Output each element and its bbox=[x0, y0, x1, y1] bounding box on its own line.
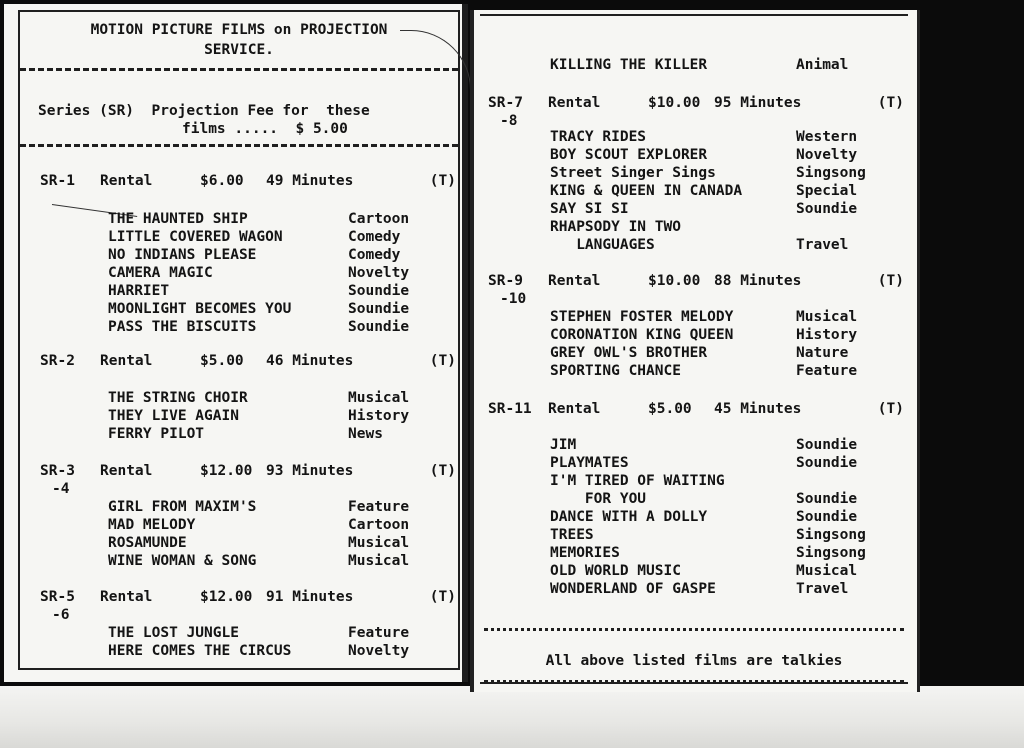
film-title: MAD MELODY bbox=[108, 517, 196, 533]
film-genre: Western bbox=[796, 129, 858, 145]
film-row bbox=[550, 436, 866, 454]
film-row bbox=[550, 146, 866, 164]
dotted-rule bbox=[484, 680, 904, 683]
talkie-tag: (T) bbox=[429, 173, 456, 189]
film-genre: Musical bbox=[348, 553, 410, 569]
film-genre: Feature bbox=[348, 499, 410, 515]
film-row bbox=[108, 624, 409, 642]
talkie-tag: (T) bbox=[877, 273, 904, 289]
film-list bbox=[108, 498, 409, 570]
film-row bbox=[550, 182, 866, 200]
film-list bbox=[550, 308, 857, 380]
rental-price: $6.00 bbox=[200, 173, 244, 189]
film-row bbox=[108, 318, 409, 336]
rental-price: $12.00 bbox=[200, 589, 253, 605]
series-code bbox=[40, 172, 100, 190]
film-list bbox=[108, 389, 409, 443]
film-row bbox=[108, 516, 409, 534]
film-genre: Novelty bbox=[796, 147, 858, 163]
series-code-line: SR-7 bbox=[488, 95, 523, 111]
title-line-1: MOTION PICTURE FILMS on PROJECTION bbox=[90, 22, 388, 38]
film-genre: Soundie bbox=[796, 437, 858, 453]
film-row bbox=[108, 425, 409, 443]
film-genre: Soundie bbox=[348, 319, 410, 335]
film-genre: Musical bbox=[796, 309, 858, 325]
film-title: TREES bbox=[550, 527, 594, 543]
film-row bbox=[550, 164, 866, 182]
film-row bbox=[550, 580, 866, 598]
film-genre: Soundie bbox=[796, 491, 858, 507]
film-genre: Soundie bbox=[796, 509, 858, 525]
series-header bbox=[488, 94, 904, 130]
film-row bbox=[550, 344, 857, 362]
film-title: GIRL FROM MAXIM'S bbox=[108, 499, 257, 515]
rental-label: Rental bbox=[100, 173, 153, 189]
running-time: 88 Minutes bbox=[714, 273, 802, 289]
film-title: RHAPSODY IN TWO bbox=[550, 219, 681, 235]
film-title: Street Singer Sings bbox=[550, 165, 716, 181]
film-row bbox=[550, 218, 866, 236]
film-genre: Musical bbox=[348, 390, 410, 406]
film-row bbox=[550, 508, 866, 526]
series-header bbox=[40, 172, 456, 190]
film-title: TRACY RIDES bbox=[550, 129, 647, 145]
series-code-continuation: -10 bbox=[500, 291, 527, 307]
film-row bbox=[550, 472, 866, 490]
film-title: THE HAUNTED SHIP bbox=[108, 211, 248, 227]
series-code-continuation: -4 bbox=[52, 481, 70, 497]
film-genre: Musical bbox=[796, 563, 858, 579]
series-code-continuation: -8 bbox=[500, 113, 518, 129]
running-time: 49 Minutes bbox=[266, 173, 354, 189]
film-genre: Singsong bbox=[796, 527, 866, 543]
film-genre: News bbox=[348, 426, 383, 442]
film-genre: Cartoon bbox=[348, 517, 410, 533]
film-row bbox=[108, 300, 409, 318]
series-code bbox=[40, 462, 100, 498]
film-title: LITTLE COVERED WAGON bbox=[108, 229, 283, 245]
film-genre: History bbox=[796, 327, 858, 343]
film-title: CAMERA MAGIC bbox=[108, 265, 213, 281]
film-title: DANCE WITH A DOLLY bbox=[550, 509, 708, 525]
rental-label: Rental bbox=[100, 353, 153, 369]
film-genre: Novelty bbox=[348, 265, 410, 281]
rental-label: Rental bbox=[100, 589, 153, 605]
film-row bbox=[108, 407, 409, 425]
film-genre: Soundie bbox=[796, 201, 858, 217]
film-title: FERRY PILOT bbox=[108, 426, 205, 442]
film-genre: Travel bbox=[796, 237, 849, 253]
film-row bbox=[108, 228, 409, 246]
series-code-continuation: -6 bbox=[52, 607, 70, 623]
scan-bottom-edge bbox=[0, 686, 1024, 748]
film-row bbox=[550, 362, 857, 380]
film-title: HERE COMES THE CIRCUS bbox=[108, 643, 292, 659]
film-genre: Feature bbox=[348, 625, 410, 641]
series-code bbox=[40, 588, 100, 624]
series-code-line: SR-2 bbox=[40, 353, 75, 369]
film-row bbox=[550, 308, 857, 326]
talkie-tag: (T) bbox=[429, 463, 456, 479]
series-code-line: SR-1 bbox=[40, 173, 75, 189]
series-header bbox=[40, 462, 456, 498]
film-genre: Comedy bbox=[348, 229, 401, 245]
rental-price: $5.00 bbox=[200, 353, 244, 369]
running-time: 95 Minutes bbox=[714, 95, 802, 111]
film-row bbox=[108, 642, 409, 660]
left-frame bbox=[18, 10, 460, 670]
film-row bbox=[550, 490, 866, 508]
film-genre: Comedy bbox=[348, 247, 401, 263]
title-line-2: SERVICE. bbox=[204, 42, 274, 58]
film-row bbox=[550, 562, 866, 580]
film-title: GREY OWL'S BROTHER bbox=[550, 345, 708, 361]
film-genre: Special bbox=[796, 183, 858, 199]
rental-price: $12.00 bbox=[200, 463, 253, 479]
film-title: THE STRING CHOIR bbox=[108, 390, 248, 406]
film-genre: Novelty bbox=[348, 643, 410, 659]
film-title: SAY SI SI bbox=[550, 201, 629, 217]
film-title: SPORTING CHANCE bbox=[550, 363, 681, 379]
film-title: THEY LIVE AGAIN bbox=[108, 408, 239, 424]
footer-note: All above listed films are talkies bbox=[545, 653, 843, 669]
film-title: FOR YOU bbox=[550, 491, 647, 507]
film-genre: Singsong bbox=[796, 545, 866, 561]
talkie-tag: (T) bbox=[877, 95, 904, 111]
film-genre: Soundie bbox=[348, 301, 410, 317]
film-row bbox=[108, 246, 409, 264]
film-list bbox=[108, 624, 409, 660]
series-code bbox=[488, 400, 548, 418]
film-row bbox=[550, 454, 866, 472]
rental-label: Rental bbox=[548, 95, 601, 111]
film-title: JIM bbox=[550, 437, 577, 453]
film-title: THE LOST JUNGLE bbox=[108, 625, 239, 641]
series-note-line-2: films ..... $ 5.00 bbox=[182, 121, 348, 137]
film-title: KILLING THE KILLER bbox=[550, 57, 708, 73]
series-header bbox=[40, 588, 456, 624]
rental-price: $10.00 bbox=[648, 95, 701, 111]
film-title: OLD WORLD MUSIC bbox=[550, 563, 681, 579]
talkie-tag: (T) bbox=[429, 353, 456, 369]
film-genre: Animal bbox=[796, 57, 849, 73]
film-row bbox=[108, 210, 409, 228]
divider bbox=[20, 68, 458, 71]
film-title: I'M TIRED OF WAITING bbox=[550, 473, 725, 489]
film-title: PLAYMATES bbox=[550, 455, 629, 471]
film-title: HARRIET bbox=[108, 283, 170, 299]
series-code-line: SR-3 bbox=[40, 463, 75, 479]
series-header bbox=[488, 400, 904, 418]
film-title: LANGUAGES bbox=[550, 237, 655, 253]
film-genre: Musical bbox=[348, 535, 410, 551]
series-code bbox=[488, 94, 548, 130]
film-genre: Travel bbox=[796, 581, 849, 597]
dotted-rule bbox=[484, 628, 904, 631]
film-title: ROSAMUNDE bbox=[108, 535, 187, 551]
film-title: NO INDIANS PLEASE bbox=[108, 247, 257, 263]
film-title: MEMORIES bbox=[550, 545, 620, 561]
film-row bbox=[550, 326, 857, 344]
film-genre: Cartoon bbox=[348, 211, 410, 227]
film-genre: Soundie bbox=[348, 283, 410, 299]
series-header bbox=[488, 272, 904, 308]
rental-price: $10.00 bbox=[648, 273, 701, 289]
film-row bbox=[550, 526, 866, 544]
film-genre: Feature bbox=[796, 363, 858, 379]
film-genre: Nature bbox=[796, 345, 849, 361]
film-genre: History bbox=[348, 408, 410, 424]
series-code-line: SR-5 bbox=[40, 589, 75, 605]
talkie-tag: (T) bbox=[877, 401, 904, 417]
film-row bbox=[108, 389, 409, 407]
film-title: WINE WOMAN & SONG bbox=[108, 553, 257, 569]
top-film-row bbox=[550, 56, 848, 74]
film-list bbox=[550, 436, 866, 598]
film-row bbox=[550, 544, 866, 562]
film-title: PASS THE BISCUITS bbox=[108, 319, 257, 335]
rental-label: Rental bbox=[548, 401, 601, 417]
film-title: WONDERLAND OF GASPE bbox=[550, 581, 716, 597]
film-row bbox=[108, 264, 409, 282]
film-row bbox=[108, 282, 409, 300]
film-genre: Singsong bbox=[796, 165, 866, 181]
right-page bbox=[470, 10, 920, 692]
series-note-line-1: Series (SR) Projection Fee for these bbox=[38, 103, 370, 119]
film-title: MOONLIGHT BECOMES YOU bbox=[108, 301, 292, 317]
right-frame bbox=[480, 14, 908, 684]
running-time: 93 Minutes bbox=[266, 463, 354, 479]
left-page bbox=[4, 4, 468, 682]
series-header bbox=[40, 352, 456, 370]
series-note bbox=[38, 102, 448, 138]
rental-price: $5.00 bbox=[648, 401, 692, 417]
film-genre: Soundie bbox=[796, 455, 858, 471]
divider bbox=[20, 144, 458, 147]
running-time: 91 Minutes bbox=[266, 589, 354, 605]
running-time: 46 Minutes bbox=[266, 353, 354, 369]
film-title: CORONATION KING QUEEN bbox=[550, 327, 734, 343]
film-title: STEPHEN FOSTER MELODY bbox=[550, 309, 734, 325]
film-title: BOY SCOUT EXPLORER bbox=[550, 147, 708, 163]
scratch-mark bbox=[400, 30, 471, 91]
film-row bbox=[108, 534, 409, 552]
rental-label: Rental bbox=[548, 273, 601, 289]
running-time: 45 Minutes bbox=[714, 401, 802, 417]
series-code bbox=[40, 352, 100, 370]
rental-label: Rental bbox=[100, 463, 153, 479]
film-list bbox=[108, 210, 409, 336]
series-code bbox=[488, 272, 548, 308]
film-list bbox=[550, 128, 866, 254]
document-title bbox=[20, 20, 458, 60]
film-row bbox=[550, 236, 866, 254]
series-code-line: SR-11 bbox=[488, 401, 532, 417]
film-row bbox=[108, 552, 409, 570]
series-code-line: SR-9 bbox=[488, 273, 523, 289]
talkie-tag: (T) bbox=[429, 589, 456, 605]
film-title: KING & QUEEN IN CANADA bbox=[550, 183, 743, 199]
film-row bbox=[550, 200, 866, 218]
film-row bbox=[550, 128, 866, 146]
film-row bbox=[108, 498, 409, 516]
